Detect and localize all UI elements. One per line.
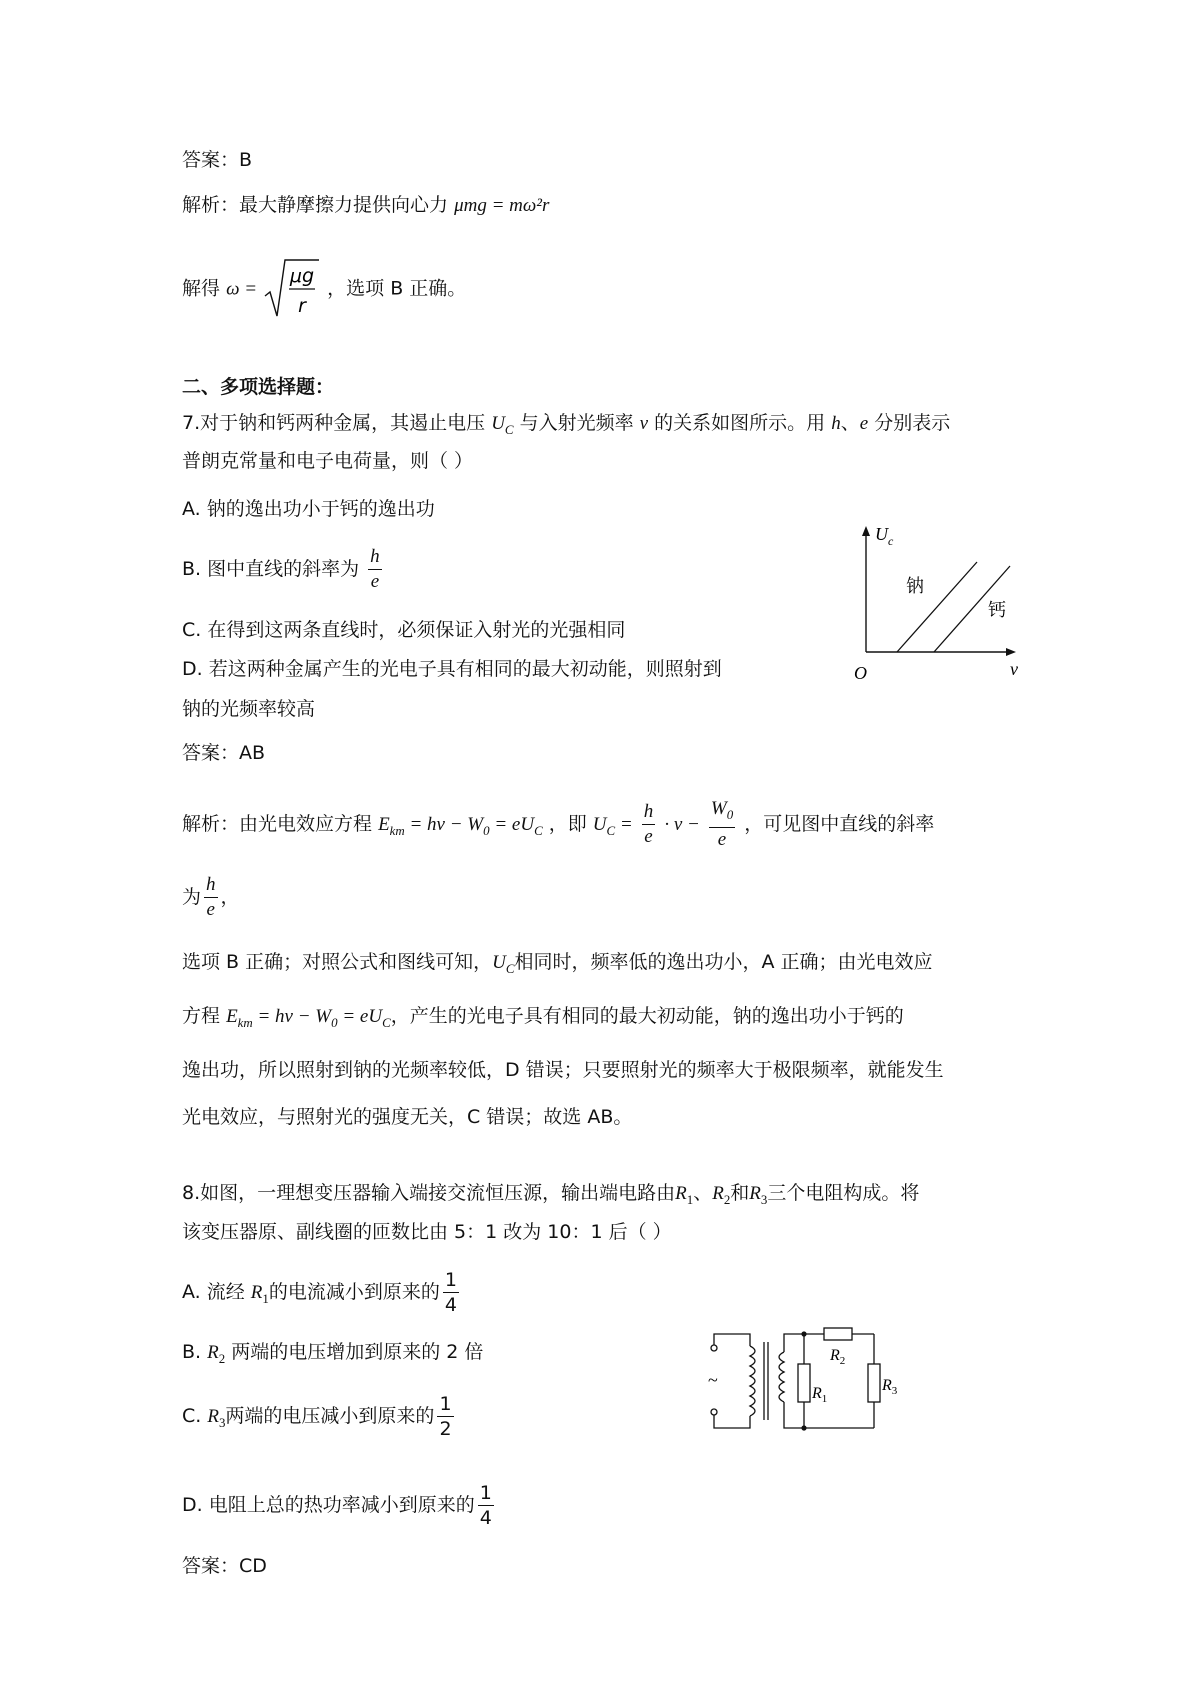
- fraction-num: h: [642, 800, 656, 825]
- label-r2-sub: 2: [839, 1355, 846, 1367]
- q6-answer: 答案：B: [182, 149, 253, 171]
- q8-option-b: [182, 1339, 483, 1372]
- q6-solution: [182, 258, 466, 320]
- q7-stem-line2: 普朗克常量和电子电荷量，则（ ）: [182, 450, 474, 472]
- input-terminal-bottom: [711, 1409, 717, 1415]
- q8-opt-c-fraction: [437, 1392, 453, 1441]
- q8-opt-a-r1-main: R: [250, 1282, 263, 1303]
- q7-stem-c: 的关系如图所示。用: [654, 412, 826, 434]
- fraction-den: 2: [439, 1418, 452, 1440]
- q8-option-d: [182, 1481, 497, 1530]
- q8-opt-a-fraction: [443, 1268, 459, 1317]
- q7-an1-e: E: [378, 813, 390, 835]
- q7-an1-fraction1: [642, 800, 656, 849]
- q7-analysis-line3: [182, 949, 933, 982]
- fraction-num: 1: [444, 1269, 457, 1291]
- q8-opt-c-pre: C.: [182, 1405, 202, 1427]
- q7-an4-w-sub: 0: [331, 1014, 338, 1030]
- y-axis-label-main: U: [875, 524, 888, 544]
- q7-an1-pre: 解析：由光电效应方程: [182, 812, 373, 835]
- label-r1-main: R: [812, 1385, 822, 1402]
- q8-r3-sub: 3: [760, 1191, 768, 1207]
- q8-r2-main: R: [712, 1183, 724, 1204]
- q7-an1-dot: · ν −: [664, 813, 700, 835]
- q8-opt-a-r1-sub: 1: [262, 1290, 269, 1306]
- q7-an4-end: = eU: [337, 1006, 383, 1027]
- q8-opt-b-post: 两端的电压增加到原来的 2 倍: [231, 1341, 484, 1363]
- q7-an3-u-sub: C: [505, 960, 515, 976]
- q7-an1-post: ，可见图中直线的斜率: [744, 812, 935, 835]
- y-axis-label-sub: c: [888, 534, 894, 548]
- x-axis-arrow-icon: [1006, 648, 1016, 656]
- q8-r1-sub: 1: [686, 1191, 694, 1207]
- q8-stem-b: 三个电阻构成。将: [767, 1182, 920, 1204]
- q6-analysis: [182, 192, 549, 219]
- q7-an4-c-sub: C: [382, 1014, 391, 1030]
- label-r2-main: R: [830, 1347, 840, 1364]
- q7-an3-a: 选项 B 正确；对照公式和图线可知，: [182, 951, 493, 973]
- q8-opt-b-r2: [207, 1342, 226, 1366]
- q7-stem-d: 、: [840, 412, 860, 434]
- q8-r2-sub: 2: [723, 1191, 731, 1207]
- fraction-num-sub: 0: [726, 806, 734, 822]
- q7-an1-end: = eU: [489, 813, 535, 835]
- q8-opt-a-pre: A. 流经: [182, 1281, 245, 1303]
- q8-and: 和: [730, 1182, 750, 1204]
- q7-an1-equation: [378, 813, 543, 838]
- q8-opt-d-fraction: [478, 1481, 494, 1530]
- q8-answer: 答案：CD: [182, 1555, 267, 1577]
- q7-answer: 答案：AB: [182, 742, 266, 764]
- q7-nu: ν: [639, 413, 649, 434]
- q7-an4-b: ，产生的光电子具有相同的最大初动能，钠的逸出功小于钙的: [390, 1005, 904, 1027]
- ac-source-symbol: ~: [708, 1370, 718, 1390]
- fraction-den: e: [644, 825, 653, 847]
- fraction-num: 1: [479, 1482, 492, 1504]
- y-axis-label: [875, 524, 894, 548]
- q7-an2-fraction: [204, 873, 218, 922]
- q8-opt-c-r3-sub: 3: [218, 1414, 226, 1430]
- q6-analysis-text: 解析：最大静摩擦力提供向心力: [182, 194, 449, 216]
- y-axis-arrow-icon: [862, 526, 870, 536]
- q6-sqrt-den: r: [298, 295, 307, 317]
- q7-analysis-line4: [182, 1003, 904, 1036]
- q7-an3-u-main: U: [492, 952, 506, 973]
- q7-an4-equation: [226, 1006, 391, 1030]
- q7-stem-line1: [182, 410, 950, 443]
- fraction-num-main: W: [710, 798, 727, 819]
- fraction-num: h: [204, 873, 218, 898]
- q7-an1-fraction2: [709, 797, 735, 852]
- q7-analysis-line2: [182, 873, 240, 922]
- q8-opt-c-mid: 两端的电压减小到原来的: [225, 1405, 435, 1427]
- q7-option-b-text: B. 图中直线的斜率为: [182, 558, 360, 580]
- q8-opt-c-r3: [207, 1406, 226, 1430]
- label-r3: [881, 1377, 898, 1397]
- resistor-r3: [868, 1364, 880, 1402]
- label-r2: [829, 1347, 845, 1367]
- sqrt-sign-icon: [263, 258, 321, 320]
- calcium-label: 钙: [988, 600, 1006, 620]
- q8-option-c: [182, 1392, 457, 1441]
- fraction-den: 4: [479, 1507, 492, 1529]
- fraction-den: e: [717, 828, 727, 850]
- primary-coil: [750, 1346, 755, 1416]
- x-axis-label: ν: [1010, 659, 1018, 679]
- q8-opt-d-pre: D. 电阻上总的热功率减小到原来的: [182, 1494, 475, 1516]
- q6-solution-suffix: ，选项 B 正确。: [327, 277, 467, 300]
- q7-an3-b: 相同时，频率低的逸出功小，A 正确；由光电效应: [514, 951, 933, 973]
- q7-analysis-line5: 逸出功，所以照射到钠的光频率较低，D 错误；只要照射光的频率大于极限频率，就能发生: [182, 1059, 944, 1081]
- q8-opt-a-mid: 的电流减小到原来的: [268, 1281, 440, 1303]
- fraction-num: h: [368, 545, 382, 570]
- q6-equation: μmg = mω²r: [454, 195, 550, 216]
- q8-opt-c-r3-main: R: [207, 1406, 219, 1427]
- q7-an1-u-main: U: [592, 813, 607, 835]
- q7-an2-post: ，: [220, 886, 240, 908]
- q7-uc-symbol: U: [491, 413, 505, 434]
- junction-top: [801, 1331, 806, 1336]
- q6-solution-prefix: 解得: [182, 277, 221, 300]
- q7-e: e: [859, 413, 869, 434]
- q8-r1-main: R: [675, 1183, 687, 1204]
- label-r3-sub: 3: [891, 1385, 898, 1397]
- q7-stem-b: 与入射光频率: [519, 412, 634, 434]
- q7-an1-equals: =: [615, 813, 633, 835]
- q7-an1-e-sub: km: [389, 822, 405, 838]
- q7-an1-w-sub: 0: [483, 822, 490, 838]
- q7-option-b: [182, 545, 385, 594]
- q8-opt-b-r2-main: R: [207, 1342, 219, 1363]
- q8-opt-a-r1: [250, 1282, 269, 1306]
- q7-uc-sub: C: [504, 421, 514, 437]
- q7-stem-a: 7.对于钠和钙两种金属，其遏止电压: [182, 412, 486, 434]
- label-r3-main: R: [882, 1377, 892, 1394]
- q6-sqrt-num: μg: [290, 265, 315, 287]
- q8-opt-b-pre: B.: [182, 1341, 202, 1363]
- q7-an4-a: 方程: [182, 1005, 221, 1027]
- q7-an1-u-sub: C: [606, 822, 616, 838]
- fraction-num: 1: [439, 1393, 452, 1415]
- q7-option-d-line1: D. 若这两种金属产生的光电子具有相同的最大初动能，则照射到: [182, 658, 722, 680]
- q8-stem-line1: [182, 1180, 919, 1213]
- q7-graph: [840, 520, 1030, 685]
- q7-an1-u: [592, 813, 633, 838]
- q8-stem-a: 8.如图，一理想变压器输入端接交流恒压源，输出端电路由: [182, 1182, 676, 1204]
- fraction-den: e: [206, 899, 215, 920]
- sodium-label: 钠: [906, 576, 924, 596]
- q7-an1-mid: ，即: [548, 812, 587, 835]
- q6-sqrt: [263, 258, 321, 320]
- resistor-r1: [798, 1364, 810, 1402]
- q7-analysis-line1: [182, 797, 934, 852]
- q7-uc: [491, 413, 514, 437]
- secondary-coil: [779, 1352, 784, 1402]
- resistor-r2: [824, 1328, 852, 1340]
- fraction-num: [709, 797, 735, 828]
- q8-r3-main: R: [749, 1183, 761, 1204]
- q8-sep1: 、: [693, 1182, 713, 1204]
- q7-option-b-fraction: [368, 545, 382, 594]
- q7-an4-e: E: [226, 1006, 238, 1027]
- q7-an1-rest: = hν − W: [404, 813, 484, 835]
- q7-option-c: C. 在得到这两条直线时，必须保证入射光的光强相同: [182, 619, 626, 641]
- q8-opt-b-r2-sub: 2: [218, 1350, 226, 1366]
- label-r1-sub: 1: [821, 1393, 828, 1405]
- origin-label: O: [854, 663, 867, 683]
- q7-an3-u: [492, 952, 515, 976]
- q7-an4-e-sub: km: [237, 1014, 253, 1030]
- label-r1: [811, 1385, 827, 1405]
- q7-an1-c-sub: C: [534, 822, 543, 838]
- q7-stem-f: 分别表示: [874, 412, 951, 434]
- q7-an2-pre: 为: [182, 886, 202, 908]
- q8-r2: [712, 1183, 731, 1207]
- q8-circuit-diagram: [700, 1320, 910, 1438]
- q7-h: h: [831, 413, 841, 434]
- q7-analysis-line6: 光电效应，与照射光的强度无关，C 错误；故选 AB。: [182, 1106, 633, 1128]
- section-title: 二、多项选择题：: [182, 376, 335, 398]
- q8-stem-line2: 该变压器原、副线圈的匝数比由 5：1 改为 10：1 后（ ）: [182, 1221, 672, 1243]
- q8-r1: [675, 1183, 694, 1207]
- fraction-den: 4: [444, 1294, 457, 1316]
- q7-an4-rest: = hν − W: [252, 1006, 332, 1027]
- input-terminal-top: [711, 1345, 717, 1351]
- q7-option-d-line2: 钠的光频率较高: [182, 698, 316, 720]
- junction-bottom: [801, 1425, 806, 1430]
- q8-option-a: [182, 1268, 462, 1317]
- fraction-den: e: [370, 571, 380, 592]
- q6-omega: ω =: [226, 278, 258, 300]
- q8-r3: [749, 1183, 768, 1207]
- q7-option-a: A. 钠的逸出功小于钙的逸出功: [182, 498, 435, 520]
